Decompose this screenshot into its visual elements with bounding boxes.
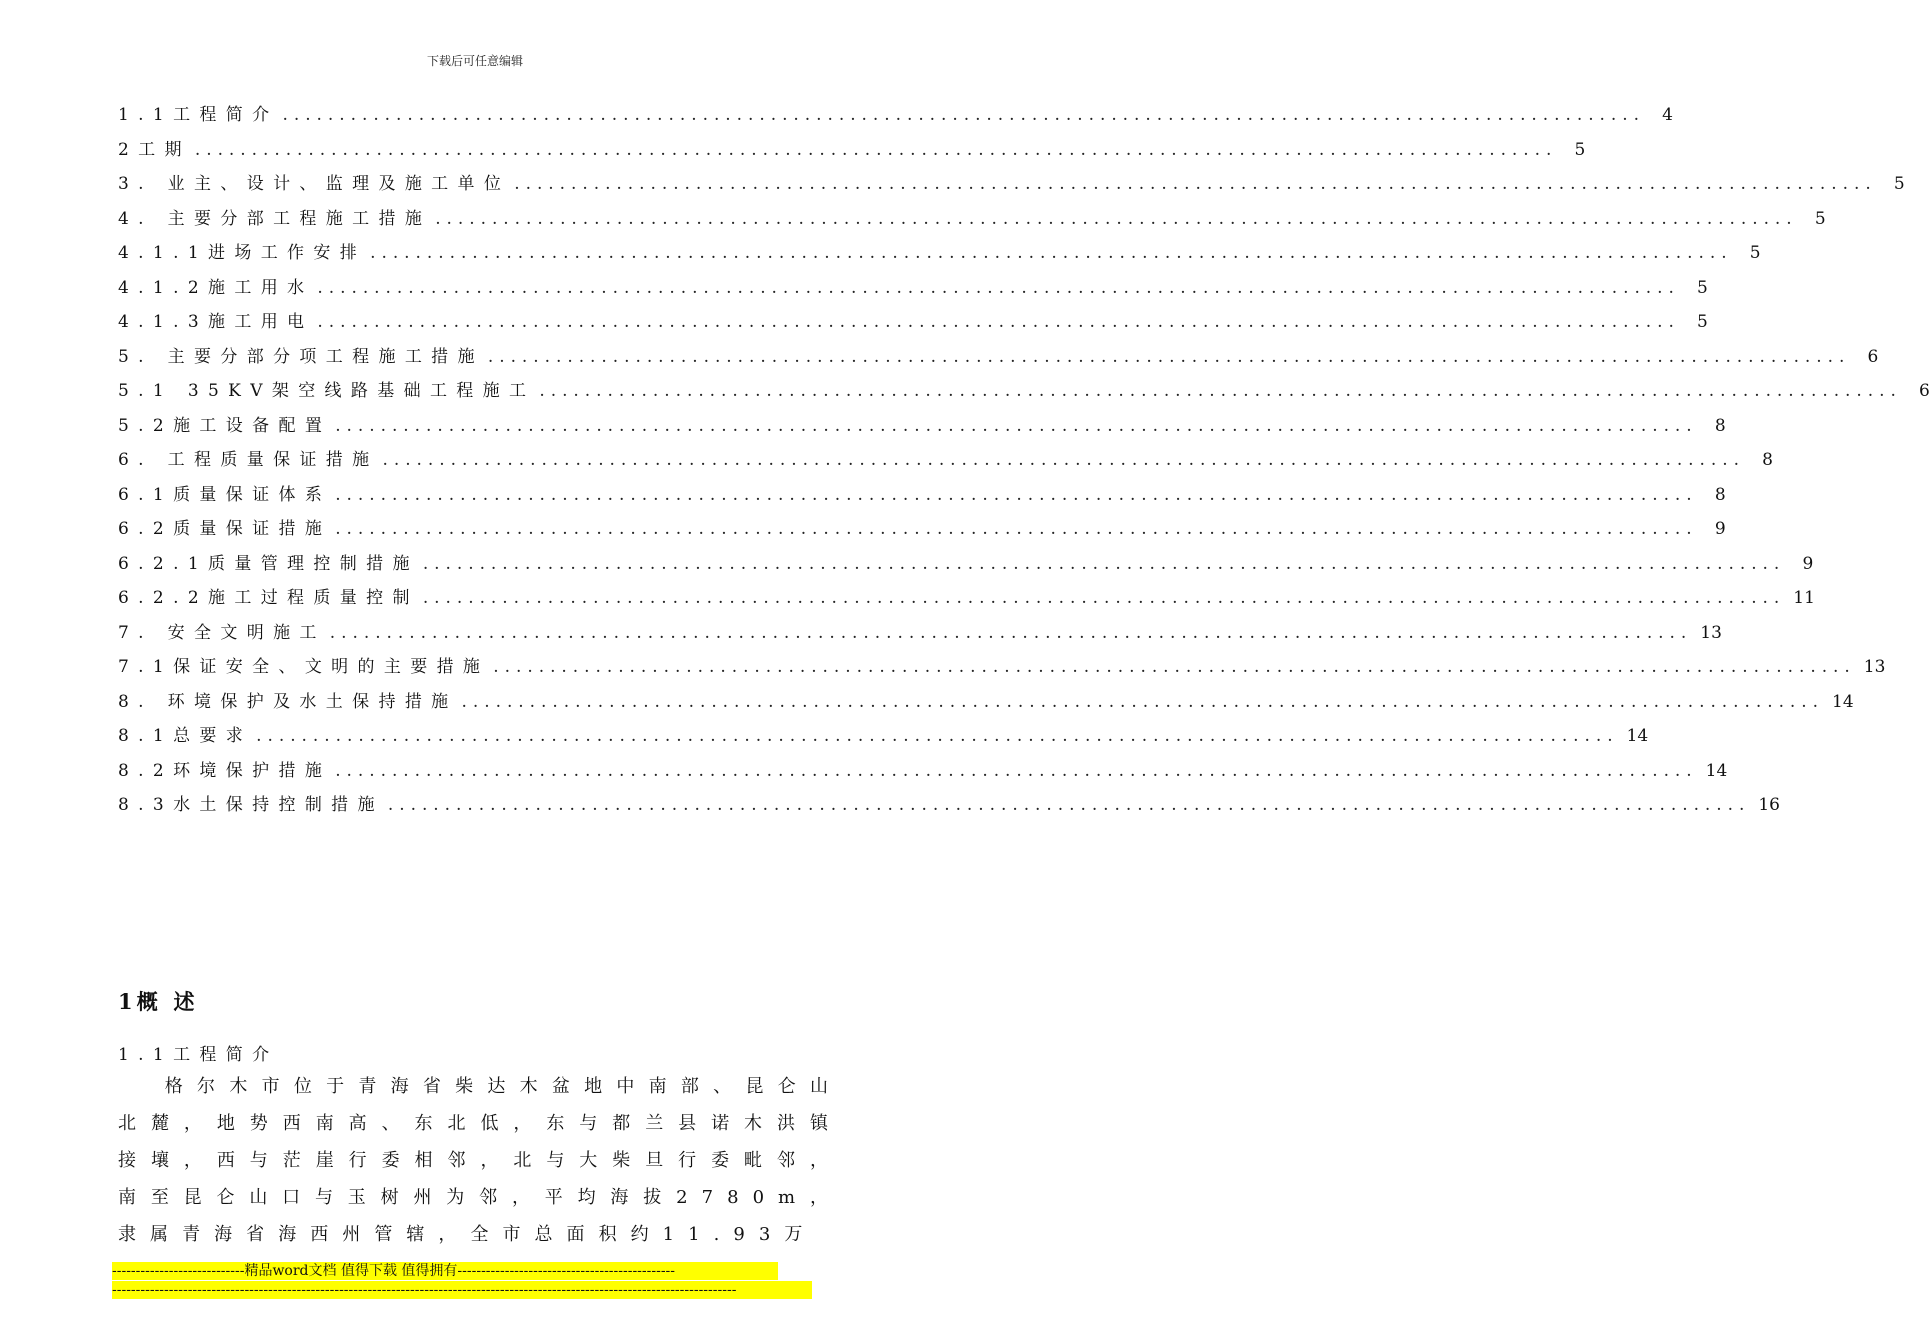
toc-entry-page: 14 (1832, 691, 1854, 712)
toc-entry-label: 7.1保证安全、文明的主要措施 (118, 657, 490, 677)
toc-entry-page: 14 (1626, 726, 1649, 746)
toc-dot-leader: ........................................................................................................................ (335, 484, 1698, 505)
toc-dot-leader: ........................................................................................................................ (539, 381, 1902, 401)
subsection-title: 1.1工程简介 (118, 1045, 279, 1065)
toc-entry[interactable] (118, 411, 1726, 446)
toc-dot-leader: ........................................................................................................................ (487, 346, 1851, 367)
toc-entry-label: 2工期 (118, 139, 191, 160)
toc-dot-leader: ........................................................................................................................ (282, 105, 1645, 125)
toc-dot-leader: ........................................................................................................................ (493, 657, 1856, 677)
toc-entry[interactable] (118, 652, 1886, 687)
toc-entry-label: 3. 业主、设计、监理及施工单位 (118, 174, 511, 194)
toc-entry-page: 5 (1893, 174, 1905, 194)
toc-entry-page: 8 (1714, 415, 1726, 436)
toc-dot-leader: ........................................................................................................................ (370, 243, 1733, 263)
toc-entry-label: 8.2环境保护措施 (118, 760, 332, 781)
toc-entry-page: 4 (1662, 105, 1673, 125)
toc-entry[interactable] (118, 549, 1814, 584)
toc-entry-label: 8.1总要求 (118, 726, 253, 746)
toc-dot-leader: ........................................................................................................................ (422, 588, 1786, 608)
toc-entry-label: 5. 主要分部分项工程施工措施 (118, 346, 484, 367)
toc-entry[interactable] (118, 307, 1708, 342)
toc-dot-leader: ........................................................................................................................ (329, 622, 1693, 643)
toc-entry[interactable] (118, 169, 1905, 204)
toc-dot-leader: ........................................................................................................................ (194, 139, 1558, 160)
toc-dot-leader: ........................................................................................................................ (256, 726, 1619, 746)
toc-entry[interactable] (118, 204, 1826, 239)
toc-entry-page: 5 (1697, 277, 1708, 298)
toc-entry-label: 5.2施工设备配置 (118, 415, 332, 436)
promo-divider: ------------------------------------------------------------------------------------------------------------------------------------ (112, 1281, 812, 1299)
toc-entry[interactable] (118, 756, 1728, 791)
toc-dot-leader: ........................................................................................................................ (387, 795, 1751, 815)
toc-entry-label: 4. 主要分部工程施工措施 (118, 208, 432, 229)
toc-entry-label: 4.1.1进场工作安排 (118, 243, 367, 263)
toc-entry-page: 9 (1714, 519, 1726, 539)
toc-entry-label: 6.2质量保证措施 (118, 519, 332, 539)
toc-dot-leader: ........................................................................................................................ (461, 691, 1824, 712)
toc-entry-page: 6 (1919, 381, 1930, 401)
toc-entry[interactable] (118, 790, 1780, 825)
toc-entry-page: 11 (1793, 588, 1815, 608)
toc-dot-leader: ........................................................................................................................ (335, 760, 1698, 781)
toc-entry-page: 9 (1802, 553, 1814, 574)
toc-entry-label: 6. 工程质量保证措施 (118, 450, 379, 470)
toc-entry-page: 14 (1705, 760, 1728, 781)
toc-entry[interactable] (118, 376, 1930, 411)
toc-entry-label: 7. 安全文明施工 (118, 622, 326, 643)
toc-entry-label: 6.2.2施工过程质量控制 (118, 588, 419, 608)
toc-entry-label: 8.3水土保持控制措施 (118, 795, 384, 815)
toc-entry[interactable] (118, 514, 1726, 549)
toc-dot-leader: ........................................................................................................................ (382, 450, 1745, 470)
toc-entry[interactable] (118, 480, 1726, 515)
toc-dot-leader: ........................................................................................................................ (514, 174, 1877, 194)
toc-entry[interactable] (118, 583, 1815, 618)
toc-entry-page: 5 (1697, 312, 1708, 332)
toc-entry-page: 5 (1574, 139, 1586, 160)
toc-entry-page: 8 (1714, 484, 1726, 505)
page-header: 下载后可任意编辑 (426, 54, 523, 68)
toc-entry-label: 5.1 35KV架空线路基础工程施工 (118, 381, 536, 401)
toc-entry-page: 5 (1814, 208, 1826, 229)
toc-entry-page: 6 (1867, 346, 1879, 367)
toc-entry[interactable] (118, 238, 1761, 273)
toc-entry-page: 8 (1762, 450, 1773, 470)
toc-entry[interactable] (118, 618, 1722, 653)
toc-dot-leader: ........................................................................................................................ (335, 415, 1698, 436)
toc-dot-leader: ........................................................................................................................ (317, 312, 1680, 332)
toc-entry-label: 4.1.2施工用水 (118, 277, 314, 298)
toc-entry-label: 4.1.3施工用电 (118, 312, 314, 332)
toc-entry[interactable] (118, 445, 1773, 480)
promo-banner: ----------------------------精品word文档 值得下载 值得拥有---------------------------------------------- (112, 1262, 778, 1280)
toc-entry[interactable] (118, 687, 1854, 722)
body-paragraph: 格尔木市位于青海省柴达木盆地中南部、昆仑山北麓，地势西南高、东北低，东与都兰县诺木洪镇接壤，西与茫崖行委相邻，北与大柴旦行委毗邻，南至昆仑山口与玉树州为邻，平均海拔2780m，隶属青海省海西州管辖，全市总面积约11.93万 (118, 1076, 842, 1245)
toc-entry-page: 13 (1700, 622, 1722, 643)
toc-entry-label: 6.2.1质量管理控制措施 (118, 553, 419, 574)
toc-entry[interactable] (118, 273, 1708, 308)
toc-entry-label: 8. 环境保护及水土保持措施 (118, 691, 458, 712)
toc-entry-page: 5 (1749, 243, 1761, 263)
toc-entry[interactable] (118, 721, 1649, 756)
toc-entry[interactable] (118, 342, 1879, 377)
toc-entry-page: 13 (1863, 657, 1886, 677)
toc-entry[interactable] (118, 135, 1586, 170)
toc-entry[interactable] (118, 100, 1673, 135)
toc-entry-label: 6.1质量保证体系 (118, 484, 332, 505)
toc-dot-leader: ........................................................................................................................ (422, 553, 1786, 574)
toc-dot-leader: ........................................................................................................................ (335, 519, 1698, 539)
section-title: 1概 述 (118, 989, 199, 1014)
toc-dot-leader: ........................................................................................................................ (435, 208, 1798, 229)
toc-entry-label: 1.1工程简介 (118, 105, 279, 125)
toc-dot-leader: ........................................................................................................................ (317, 277, 1680, 298)
toc-entry-page: 16 (1758, 795, 1780, 815)
table-of-contents (118, 100, 1930, 825)
